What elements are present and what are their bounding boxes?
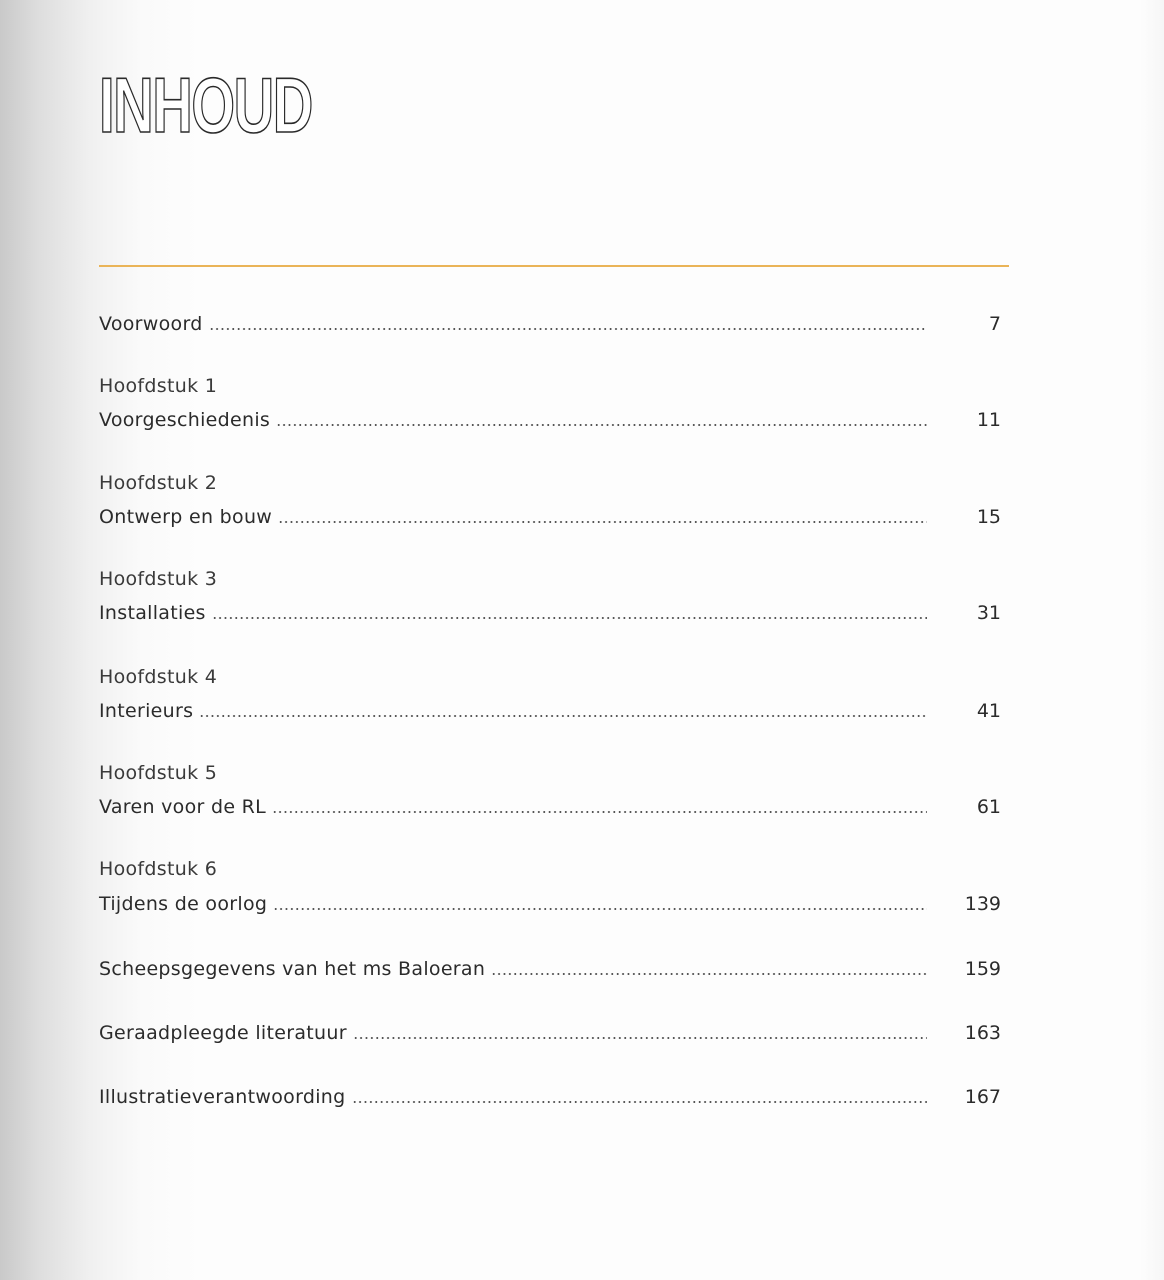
dot-leader bbox=[212, 615, 927, 621]
dot-leader bbox=[491, 971, 927, 977]
toc-line bbox=[99, 890, 1001, 916]
dot-leader bbox=[209, 326, 927, 332]
toc-entry-title: Voorgeschiedenis bbox=[99, 409, 271, 431]
toc-line bbox=[99, 955, 1001, 981]
toc-line bbox=[99, 599, 1001, 625]
toc-page-number: 11 bbox=[976, 409, 1001, 431]
toc-chapter-label: Hoofdstuk 6 bbox=[99, 858, 218, 880]
toc-entry-title: Illustratieverantwoording bbox=[99, 1086, 346, 1108]
toc-chapter-label: Hoofdstuk 4 bbox=[99, 666, 218, 688]
toc-entry-title: Ontwerp en bouw bbox=[99, 506, 273, 528]
divider-rule bbox=[99, 265, 1009, 267]
toc-chapter-label: Hoofdstuk 1 bbox=[99, 375, 218, 397]
dot-leader bbox=[199, 713, 927, 719]
toc-chapter-label: Hoofdstuk 5 bbox=[99, 762, 218, 784]
toc-entry-title: Tijdens de oorlog bbox=[99, 893, 268, 915]
toc-chapter-label: Hoofdstuk 2 bbox=[99, 472, 218, 494]
toc-page-number: 7 bbox=[988, 313, 1001, 335]
toc-page-number: 139 bbox=[964, 893, 1001, 915]
toc-entry-title: Varen voor de RL bbox=[99, 796, 267, 818]
toc-line bbox=[99, 310, 1001, 336]
toc-line bbox=[99, 503, 1001, 529]
toc-line bbox=[99, 793, 1001, 819]
toc-line bbox=[99, 406, 1001, 432]
toc-chapter-label: Hoofdstuk 3 bbox=[99, 568, 218, 590]
dot-leader bbox=[276, 422, 927, 428]
dot-leader bbox=[273, 906, 927, 912]
page-title: INHOUD bbox=[99, 61, 312, 149]
toc-line bbox=[99, 1083, 1001, 1109]
toc-entry-title: Interieurs bbox=[99, 700, 194, 722]
toc-page-number: 31 bbox=[976, 602, 1001, 624]
toc-line bbox=[99, 1019, 1001, 1045]
dot-leader bbox=[353, 1035, 927, 1041]
toc-page-number: 41 bbox=[976, 700, 1001, 722]
dot-leader bbox=[272, 809, 927, 815]
dot-leader bbox=[278, 519, 927, 525]
toc-entry-title: Geraadpleegde literatuur bbox=[99, 1022, 347, 1044]
toc-page-number: 159 bbox=[964, 958, 1001, 980]
toc-page-number: 15 bbox=[976, 506, 1001, 528]
toc-entry-title: Scheepsgegevens van het ms Baloeran bbox=[99, 958, 486, 980]
dot-leader bbox=[352, 1099, 927, 1105]
toc-entry-title: Voorwoord bbox=[99, 313, 203, 335]
toc-line bbox=[99, 697, 1001, 723]
toc-page-number: 61 bbox=[976, 796, 1001, 818]
toc-page-number: 167 bbox=[964, 1086, 1001, 1108]
toc-page-number: 163 bbox=[964, 1022, 1001, 1044]
toc-entry-title: Installaties bbox=[99, 602, 206, 624]
